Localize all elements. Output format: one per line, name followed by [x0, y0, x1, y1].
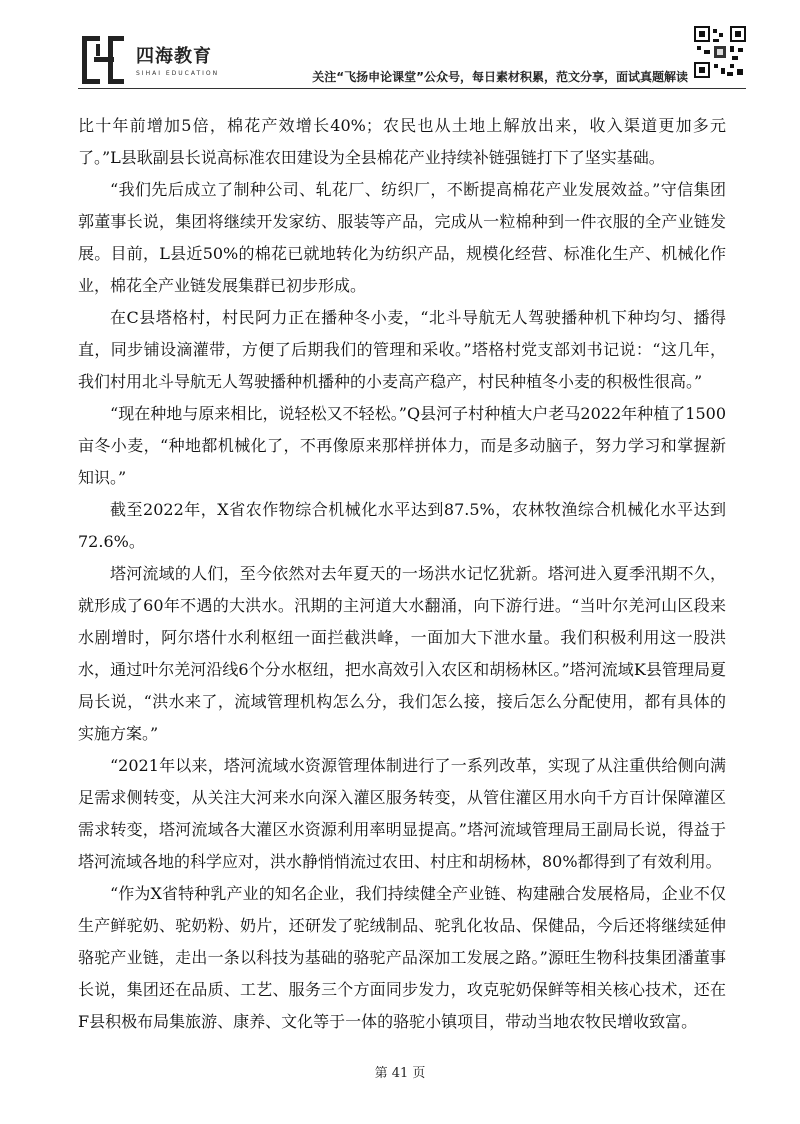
paragraph: 截至2022年，X省农作物综合机械化水平达到87.5%，农林牧渔综合机械化水平达到72.6%。	[78, 500, 726, 551]
page-number: 第 41 页	[374, 1066, 426, 1081]
header-note: 关注“飞扬申论课堂”公众号，每日素材积累，范文分享，面试真题解读	[312, 70, 688, 84]
paragraph: “2021年以来，塔河流域水资源管理体制进行了一系列改革，实现了从注重供给侧向满足需求侧转变，从关注大河来水向深入灌区服务转变，从管住灌区用水向千方百计保障灌区需求转变，塔河流域各大灌区水资源利用率明显提高。”塔河流域管理局王副局长说，得益于塔河流域各地的科学应对，洪水静悄悄流过农田、村庄和胡杨林，80%都得到了有效利用。	[78, 756, 726, 871]
logo-subtitle: SIHAI EDUCATION	[136, 70, 220, 77]
paragraph: 塔河流域的人们，至今依然对去年夏天的一场洪水记忆犹新。塔河进入夏季汛期不久，就形成了60年不遇的大洪水。汛期的主河道大水翻涌，向下游行进。“当叶尔羌河山区段来水剧增时，阿尔塔什水利枢纽一面拦截洪峰，一面加大下泄水量。我们积极利用这一股洪水，通过叶尔羌河沿线6个分水枢纽，把水高效引入农区和胡杨林区。”塔河流域K县管理局夏局长说，“洪水来了，流域管理机构怎么分，我们怎么接，接后怎么分配使用，都有具体的实施方案。”	[78, 564, 726, 743]
header-divider	[78, 88, 746, 89]
paragraph: 比十年前增加5倍，棉花产效增长40%；农民也从土地上解放出来，收入渠道更加多元了。”L县耿副县长说高标准农田建设为全县棉花产业持续补链强链打下了坚实基础。	[78, 116, 726, 167]
paragraph: “我们先后成立了制种公司、轧花厂、纺织厂，不断提高棉花产业发展效益。”守信集团郭董事长说，集团将继续开发家纺、服装等产品，完成从一粒棉种到一件衣服的全产业链发展。目前，L县近50%的棉花已就地转化为纺织产品，规模化经营、标准化生产、机械化作业，棉花全产业链发展集群已初步形成。	[78, 180, 726, 295]
qr-code-icon	[694, 26, 746, 78]
logo-mark-icon	[78, 30, 130, 88]
paragraph: “作为X省特种乳产业的知名企业，我们持续健全产业链、构建融合发展格局，企业不仅生产鲜驼奶、驼奶粉、奶片，还研发了驼绒制品、驼乳化妆品、保健品，今后还将继续延伸骆驼产业链，走出一条以科技为基础的骆驼产品深加工发展之路。”源旺生物科技集团潘董事长说，集团还在品质、工艺、服务三个方面同步发力，攻克驼奶保鲜等相关核心技术，还在F县积极布局集旅游、康养、文化等于一体的骆驼小镇项目，带动当地农牧民增收致富。	[78, 884, 726, 1031]
logo	[78, 30, 248, 90]
paragraph: “现在种地与原来相比，说轻松又不轻松。”Q县河子村种植大户老马2022年种植了1500亩冬小麦，“种地都机械化了，不再像原来那样拼体力，而是多动脑子，努力学习和掌握新知识。”	[78, 404, 726, 487]
page-header	[78, 18, 746, 90]
paragraph: 在C县塔格村，村民阿力正在播种冬小麦，“北斗导航无人驾驶播种机下种均匀、播得直，同步铺设滴灌带，方便了后期我们的管理和采收。”塔格村党支部刘书记说：“这几年，我们村用北斗导航无人驾驶播种机播种的小麦高产稳产，村民种植冬小麦的积极性很高。”	[78, 308, 726, 391]
logo-text: 四海教育	[136, 46, 212, 67]
body-text	[78, 110, 726, 1038]
